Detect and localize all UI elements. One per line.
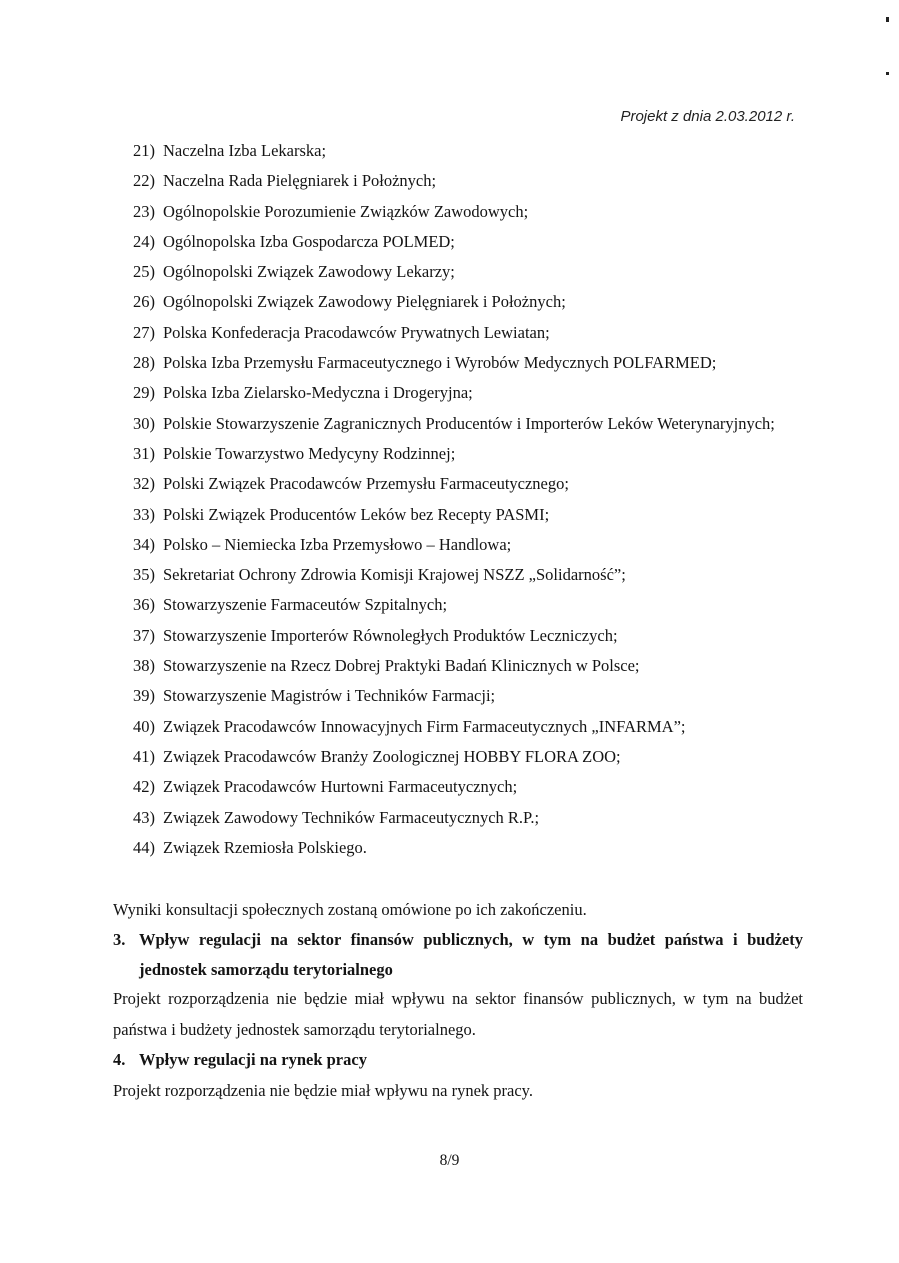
list-item-text: Stowarzyszenie Importerów Równoległych Produktów Leczniczych; [163, 625, 618, 645]
list-item-number: 32) [133, 474, 155, 494]
list-item-number: 23) [133, 201, 155, 221]
list-item-number: 22) [133, 171, 155, 191]
organizations-list [0, 140, 899, 867]
list-item [0, 504, 899, 534]
list-item [0, 140, 899, 170]
list-item-text: Sekretariat Ochrony Zdrowia Komisji Krajowej NSZZ „Solidarność”; [163, 565, 626, 585]
list-item-text: Polski Związek Pracodawców Przemysłu Farmaceutycznego; [163, 474, 569, 494]
list-item [0, 746, 899, 776]
list-item-number: 42) [133, 777, 155, 797]
list-item-text: Naczelna Izba Lekarska; [163, 141, 327, 160]
list-item-number: 24) [133, 231, 155, 251]
list-item [0, 291, 899, 321]
list-item-text: Związek Pracodawców Hurtowni Farmaceutycznych; [163, 777, 518, 797]
document-date-header: Projekt z dnia 2.03.2012 r. [620, 108, 795, 125]
list-item-text: Związek Zawodowy Techników Farmaceutycznych R.P.; [163, 807, 540, 827]
list-item-text: Ogólnopolska Izba Gospodarcza POLMED; [163, 231, 455, 251]
section-4-body: Projekt rozporządzenia nie będzie miał wpływu na rynek pracy. [113, 1081, 533, 1100]
list-item [0, 625, 899, 655]
section-3-body-line-2: państwa i budżety jednostek samorządu terytorialnego. [113, 1020, 476, 1039]
list-item [0, 534, 899, 564]
list-item-number: 27) [133, 322, 155, 342]
list-item [0, 594, 899, 624]
list-item [0, 231, 899, 261]
section-4-number: 4. [113, 1050, 126, 1069]
list-item [0, 655, 899, 685]
list-item-text: Naczelna Rada Pielęgniarek i Położnych; [163, 171, 437, 191]
list-item-number: 38) [133, 656, 155, 676]
list-item [0, 473, 899, 503]
list-item-number: 39) [133, 686, 155, 706]
list-item [0, 807, 899, 837]
list-item-number: 34) [133, 534, 155, 554]
list-item-text: Ogólnopolski Związek Zawodowy Pielęgniarek i Położnych; [163, 292, 566, 312]
scan-mark-bottom [886, 72, 889, 75]
list-item-text: Ogólnopolski Związek Zawodowy Lekarzy; [163, 262, 455, 282]
list-item [0, 776, 899, 806]
page-number: 8/9 [439, 1152, 460, 1169]
consultation-note: Wyniki konsultacji społecznych zostaną omówione po ich zakończeniu. [113, 900, 587, 919]
list-item-text: Polska Izba Zielarsko-Medyczna i Drogeryjna; [163, 383, 473, 403]
section-4-heading [113, 1049, 803, 1071]
list-item-number: 35) [133, 565, 155, 585]
list-item-text: Stowarzyszenie Magistrów i Techników Farmacji; [163, 686, 496, 706]
list-item-text: Stowarzyszenie Farmaceutów Szpitalnych; [163, 595, 448, 615]
list-item-number: 31) [133, 443, 155, 463]
list-item [0, 322, 899, 352]
list-item [0, 382, 899, 412]
list-item [0, 716, 899, 746]
list-item-number: 40) [133, 716, 155, 736]
section-3-heading [113, 929, 803, 981]
list-item-text: Związek Pracodawców Innowacyjnych Firm Farmaceutycznych „INFARMA”; [163, 716, 686, 736]
list-item-number: 33) [133, 504, 155, 524]
list-item-number: 29) [133, 383, 155, 403]
list-item-text: Związek Rzemiosła Polskiego. [163, 837, 367, 857]
section-4-title: Wpływ regulacji na rynek pracy [139, 1050, 367, 1069]
list-item [0, 685, 899, 715]
list-item [0, 443, 899, 473]
list-item [0, 837, 899, 867]
section-3-title-line-2: jednostek samorządu terytorialnego [139, 960, 393, 979]
list-item-number: 25) [133, 262, 155, 282]
scan-mark-top [886, 17, 889, 22]
list-item-number: 21) [133, 141, 155, 160]
list-item-number: 36) [133, 595, 155, 615]
list-item [0, 261, 899, 291]
list-item-number: 43) [133, 807, 155, 827]
list-item-text: Polskie Towarzystwo Medycyny Rodzinnej; [163, 443, 456, 463]
list-item-number: 30) [133, 413, 155, 433]
list-item-text: Polska Izba Przemysłu Farmaceutycznego i Wyrobów Medycznych POLFARMED; [163, 353, 717, 373]
list-item [0, 564, 899, 594]
list-item [0, 201, 899, 231]
list-item [0, 170, 899, 200]
list-item-text: Polska Konfederacja Pracodawców Prywatnych Lewiatan; [163, 322, 550, 342]
list-item-number: 37) [133, 625, 155, 645]
list-item-text: Polski Związek Producentów Leków bez Recepty PASMI; [163, 504, 550, 524]
list-item-text: Ogólnopolskie Porozumienie Związków Zawodowych; [163, 201, 529, 221]
list-item-number: 26) [133, 292, 155, 312]
list-item-text: Związek Pracodawców Branży Zoologicznej HOBBY FLORA ZOO; [163, 746, 621, 766]
list-item-text: Polsko – Niemiecka Izba Przemysłowo – Handlowa; [163, 534, 512, 554]
list-item-number: 44) [133, 837, 155, 857]
section-3-title-line-1: Wpływ regulacji na sektor finansów publicznych, w tym na budżet państwa i budżety [139, 930, 803, 949]
list-item-number: 28) [133, 353, 155, 373]
section-3-body-line-1: Projekt rozporządzenia nie będzie miał wpływu na sektor finansów publicznych, w tym na budżet [113, 989, 803, 1008]
list-item-text: Stowarzyszenie na Rzecz Dobrej Praktyki Badań Klinicznych w Polsce; [163, 656, 640, 676]
section-3-number: 3. [113, 930, 126, 949]
list-item [0, 352, 899, 382]
list-item-text: Polskie Stowarzyszenie Zagranicznych Producentów i Importerów Leków Weterynaryjnych; [163, 413, 775, 433]
list-item [0, 413, 899, 443]
list-item-number: 41) [133, 746, 155, 766]
